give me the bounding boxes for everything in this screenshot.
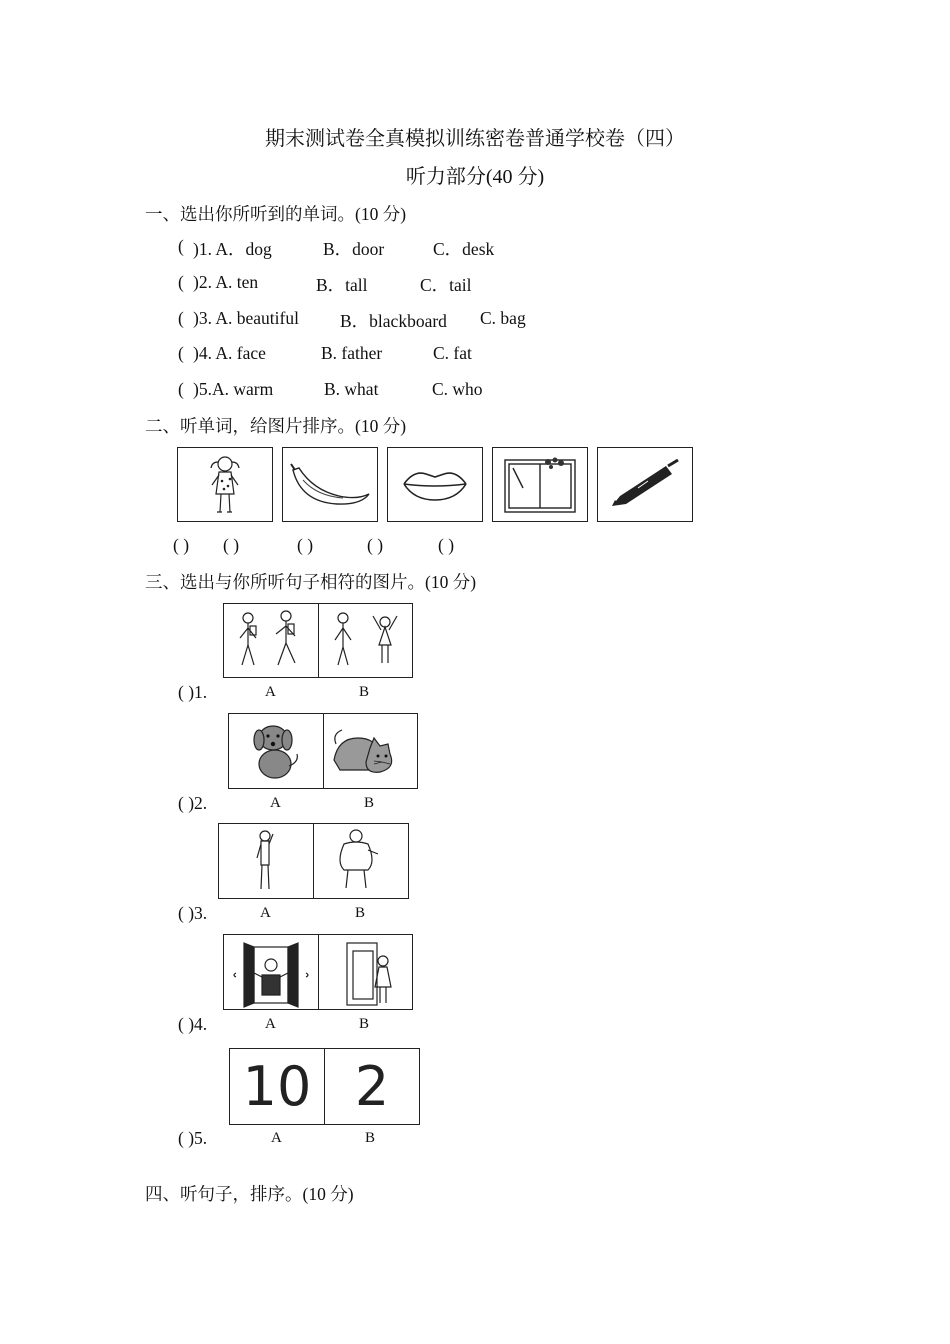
picture-pair-3: [218, 823, 409, 899]
option-a: )4. A. face: [193, 343, 266, 363]
section3-heading: 三、选出与你所听句子相符的图片。(10 分): [145, 572, 477, 592]
option-a: )5.A. warm: [193, 379, 274, 399]
label-b: B: [365, 1130, 376, 1146]
label-a: A: [265, 1016, 276, 1032]
order-blank-4[interactable]: ( ): [367, 535, 384, 555]
label-b: B: [355, 905, 366, 921]
item-5-answer[interactable]: ( )5.: [178, 1128, 208, 1148]
item-2-answer[interactable]: ( )2.: [178, 793, 208, 813]
section2-heading: 二、听单词，给图片排序。(10 分): [145, 416, 407, 436]
answer-paren[interactable]: (: [178, 308, 184, 328]
option-b: B. what: [324, 379, 379, 399]
option-a: )2. A. ten: [193, 272, 259, 292]
section4-heading: 四、听句子，排序。(10 分): [145, 1184, 354, 1204]
boy-and-girl-waving-picture: [319, 604, 412, 677]
girl-picture: [177, 447, 273, 522]
option-a: )1. A．dog: [193, 239, 272, 259]
pen-picture: [597, 447, 693, 522]
picture-pair-1: [223, 603, 413, 678]
number-two: 2: [354, 1055, 390, 1118]
answer-paren[interactable]: (: [178, 343, 184, 363]
picture-pair-5: [229, 1048, 420, 1125]
label-a: A: [265, 684, 276, 700]
answer-paren[interactable]: (: [178, 236, 184, 256]
page-title: 期末测试卷全真模拟训练密卷普通学校卷（四）: [265, 128, 685, 150]
dog-icon: [229, 714, 323, 788]
label-a: A: [271, 1130, 282, 1146]
mouth-picture: [387, 447, 483, 522]
option-c: C. who: [432, 379, 483, 399]
number-ten: 10: [242, 1055, 312, 1118]
two-boys-walking-icon: [224, 604, 318, 677]
option-c: C．tail: [420, 275, 472, 295]
fat-man-icon: [314, 824, 408, 898]
cat-icon: [324, 714, 417, 788]
girl-icon: [178, 448, 272, 521]
option-b: B．blackboard: [340, 311, 447, 331]
thin-man-icon: [219, 824, 313, 898]
banana-picture: [282, 447, 378, 522]
option-b: B．tall: [316, 275, 368, 295]
thin-man-picture: [219, 824, 313, 898]
option-c: C. fat: [433, 343, 472, 363]
item-1-answer[interactable]: ( )1.: [178, 682, 208, 702]
picture-pair-2: [228, 713, 418, 789]
answer-paren[interactable]: (: [178, 272, 184, 292]
label-b: B: [359, 684, 370, 700]
item-3-answer[interactable]: ( )3.: [178, 903, 208, 923]
number-two-picture: [325, 1049, 419, 1124]
mouth-icon: [388, 448, 482, 521]
banana-icon: [283, 448, 377, 521]
option-a: )3. A. beautiful: [193, 308, 299, 328]
label-b: B: [359, 1016, 370, 1032]
option-b: B. father: [321, 343, 383, 363]
boy-opening-window-picture: [224, 935, 318, 1009]
order-blank-1[interactable]: ( ): [173, 535, 190, 555]
option-b: B．door: [323, 239, 385, 259]
item-4-answer[interactable]: ( )4.: [178, 1014, 208, 1034]
order-blank-5[interactable]: ( ): [438, 535, 455, 555]
number-ten-picture: [230, 1049, 324, 1124]
page-subtitle: 听力部分(40 分): [405, 166, 545, 188]
answer-paren[interactable]: (: [178, 379, 184, 399]
option-c: C．desk: [433, 239, 495, 259]
label-a: A: [270, 795, 281, 811]
section1-heading: 一、选出你所听到的单词。(10 分): [145, 204, 407, 224]
fat-man-picture: [314, 824, 408, 898]
two-boys-walking-picture: [224, 604, 318, 677]
label-a: A: [260, 905, 271, 921]
picture-pair-4: [223, 934, 413, 1010]
boy-opening-window-icon: [224, 935, 318, 1009]
cat-picture: [324, 714, 417, 788]
girl-at-door-picture: [319, 935, 412, 1009]
window-picture: [492, 447, 588, 522]
dog-picture: [229, 714, 323, 788]
window-icon: [493, 448, 587, 521]
option-c: C. bag: [480, 308, 526, 328]
pen-icon: [598, 448, 692, 521]
order-blank-3[interactable]: ( ): [297, 535, 314, 555]
order-blank-2[interactable]: ( ): [223, 535, 240, 555]
boy-and-girl-waving-icon: [319, 604, 412, 677]
label-b: B: [364, 795, 375, 811]
girl-at-door-icon: [319, 935, 412, 1009]
